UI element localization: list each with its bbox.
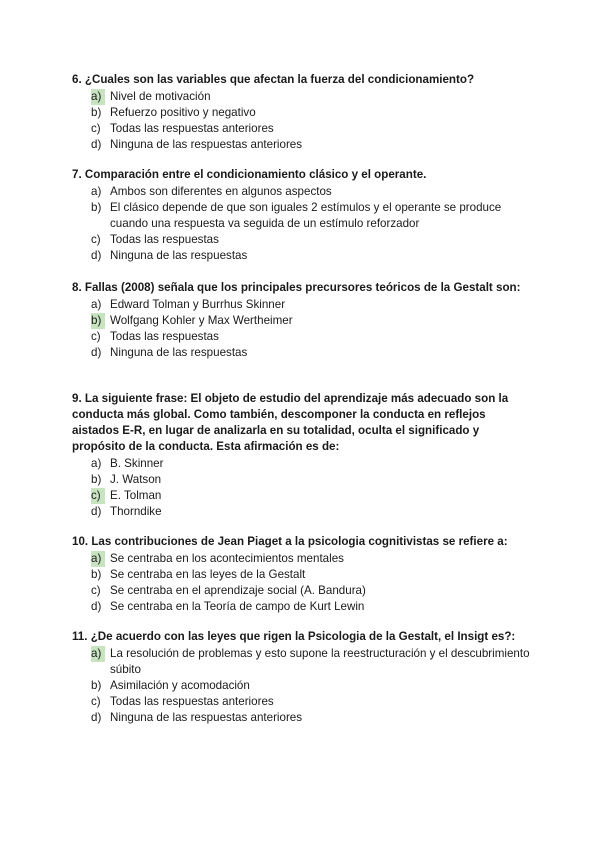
option-d [72,710,532,726]
option-d [72,504,532,520]
option-letter: a) [91,185,102,198]
option-letter: a) [91,551,105,567]
option-a-selected [72,551,532,567]
option-text: Se centraba en el aprendizaje social (A. Bandura) [110,584,366,597]
option-text: E. Tolman [110,489,162,502]
option-text: La resolución de problemas y esto supone la reestructuración y el descubrimiento súbito [110,647,530,676]
options-list [72,89,532,153]
question-title: 10. Las contribuciones de Jean Piaget a la psicologia cognitivistas se refiere a: [72,535,508,548]
option-text: Refuerzo positivo y negativo [110,106,256,119]
question-9 [72,391,532,520]
option-letter: b) [91,679,102,692]
option-text: J. Watson [110,473,162,486]
option-letter: d) [91,249,102,262]
option-text: B. Skinner [110,457,164,470]
option-text: Todas las respuestas [110,330,219,343]
option-letter: c) [91,488,105,504]
option-letter: c) [91,695,101,708]
option-d [72,137,532,153]
options-list [72,646,532,726]
option-letter: b) [91,313,105,329]
option-letter: c) [91,233,101,246]
option-d [72,248,532,264]
option-letter: a) [91,298,102,311]
option-a [72,297,532,313]
option-d [72,345,532,361]
option-letter: d) [91,711,102,724]
option-letter: a) [91,457,102,470]
option-letter: c) [91,330,101,343]
option-b [72,678,532,694]
option-text: Wolfgang Kohler y Max Wertheimer [110,314,293,327]
question-8 [72,280,532,361]
option-letter: d) [91,600,102,613]
question-7 [72,167,532,264]
question-title: 8. Fallas (2008) señala que los principales precursores teóricos de la Gestalt son: [72,281,521,294]
options-list [72,184,532,264]
option-d [72,599,532,615]
option-text: Ninguna de las respuestas anteriores [110,711,303,724]
option-letter: c) [91,122,101,135]
option-b [72,105,532,121]
option-letter: a) [91,89,105,105]
option-text: Se centraba en la Teoría de campo de Kurt Lewin [110,600,365,613]
option-c [72,583,532,599]
question-10 [72,534,532,615]
option-text: Ninguna de las respuestas [110,249,248,262]
option-text: Se centraba en los acontecimientos mentales [110,552,344,565]
option-text: Se centraba en las leyes de la Gestalt [110,568,306,581]
option-text: Todas las respuestas anteriores [110,695,274,708]
option-text: Todas las respuestas [110,233,219,246]
option-text: Edward Tolman y Burrhus Skinner [110,298,286,311]
option-c [72,232,532,248]
option-a-selected [72,89,532,105]
question-title: 7. Comparación entre el condicionamiento clásico y el operante. [72,168,427,181]
option-letter: b) [91,473,102,486]
option-text: Thorndike [110,505,162,518]
option-letter: b) [91,201,102,214]
option-c-selected [72,488,532,504]
option-letter: d) [91,138,102,151]
option-letter: b) [91,106,102,119]
option-text: Ambos son diferentes en algunos aspectos [110,185,332,198]
option-b-selected [72,313,532,329]
option-letter: d) [91,346,102,359]
option-letter: a) [91,646,105,662]
option-text: El clásico depende de que son iguales 2 estímulos y el operante se produce cuando una respuesta va seguida de un estímulo reforzador [110,201,502,230]
option-text: Asimilación y acomodación [110,679,250,692]
option-b [72,567,532,583]
option-b [72,472,532,488]
question-title: 11. ¿De acuerdo con las leyes que rigen la Psicologia de la Gestalt, el Insigt es?: [72,630,516,643]
question-6 [72,72,532,153]
option-letter: b) [91,568,102,581]
option-c [72,121,532,137]
option-a [72,456,532,472]
option-b [72,200,532,232]
option-text: Nivel de motivación [110,90,211,103]
options-list [72,456,532,520]
options-list [72,297,532,361]
option-c [72,329,532,345]
option-letter: c) [91,584,101,597]
option-text: Ninguna de las respuestas anteriores [110,138,303,151]
option-text: Todas las respuestas anteriores [110,122,274,135]
option-letter: d) [91,505,102,518]
option-c [72,694,532,710]
options-list [72,551,532,615]
option-a-selected [72,646,532,678]
question-11 [72,629,532,726]
question-title: 6. ¿Cuales son las variables que afectan la fuerza del condicionamiento? [72,73,475,86]
question-title: 9. La siguiente frase: El objeto de estudio del aprendizaje más adecuado son la conducta más global. Como también, descomponer la conducta en reflejos aistados E-R, en lugar de analizarla en su totalidad, oculta el significado y propósito de la conducta. Esta afirmación es de: [72,392,509,453]
option-text: Ninguna de las respuestas [110,346,248,359]
option-a [72,184,532,200]
